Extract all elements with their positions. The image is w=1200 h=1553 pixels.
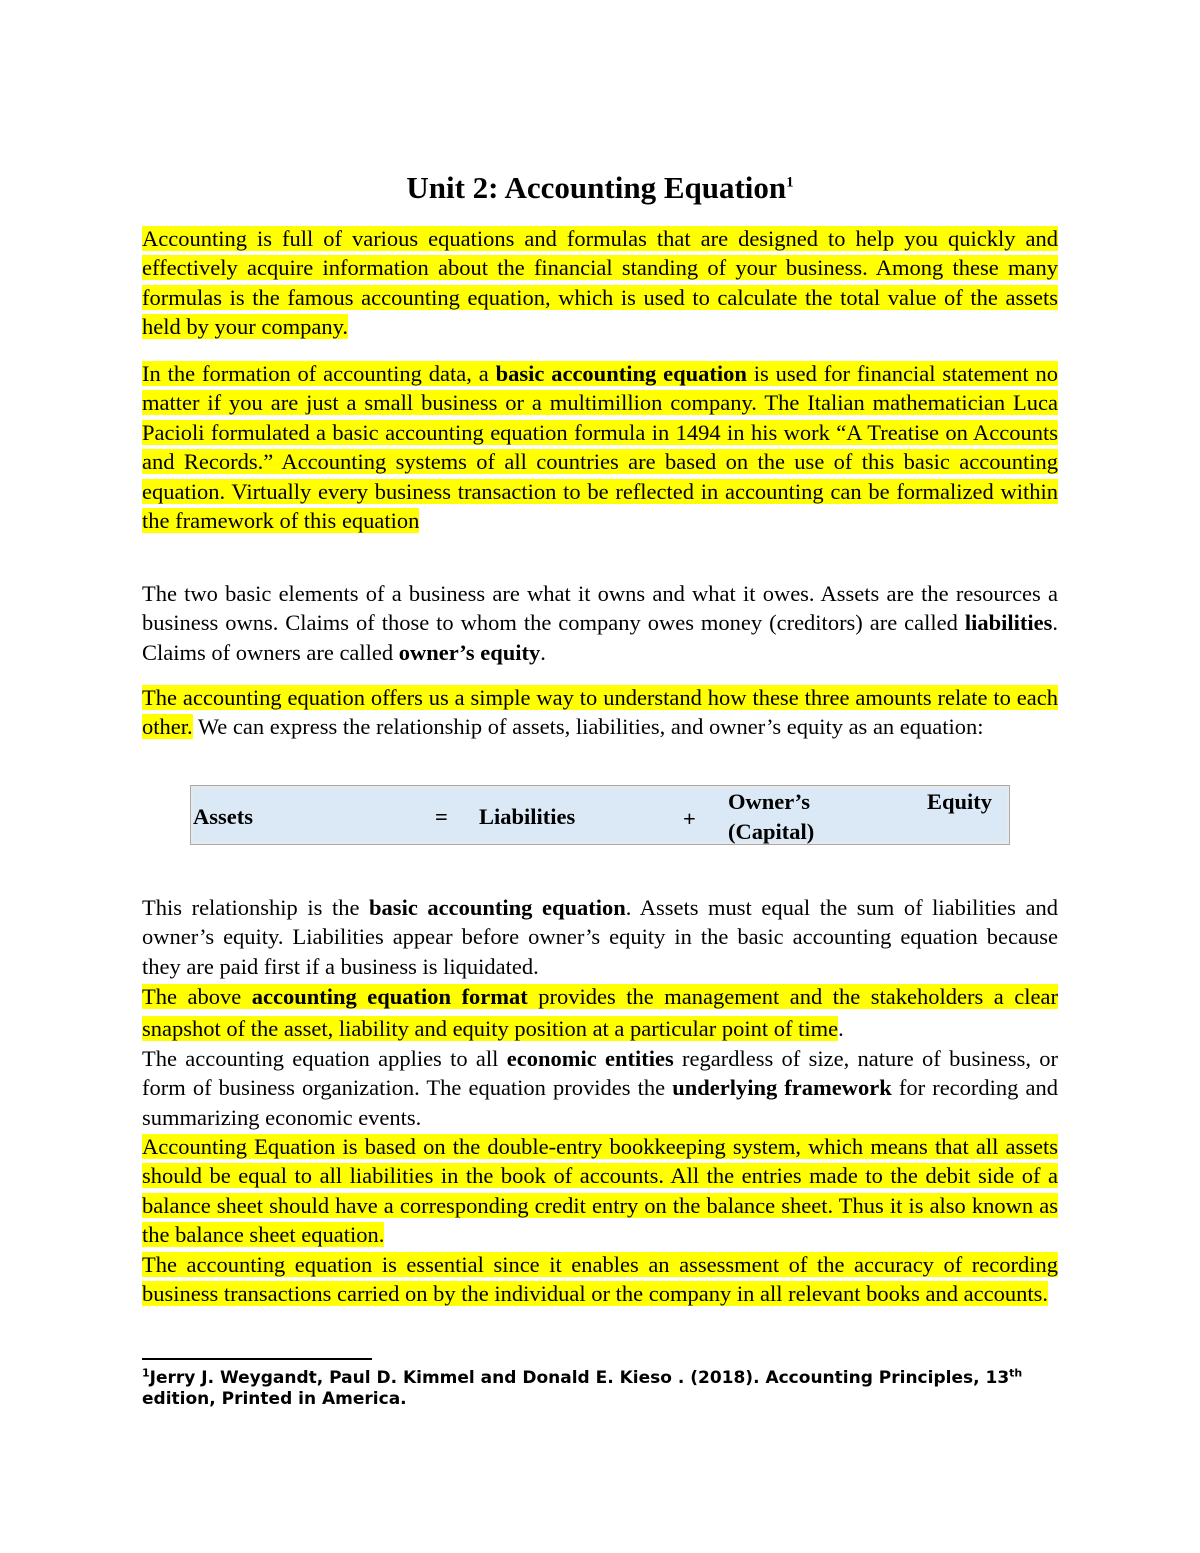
- equation-plus-sign: +: [683, 806, 696, 831]
- text-run: This relationship is the: [142, 895, 370, 920]
- paragraph-format: [142, 981, 1058, 1045]
- paragraph-economic-entities: [142, 1044, 1058, 1132]
- text-run: .: [540, 639, 546, 665]
- footnote-mark: 1: [142, 1366, 150, 1380]
- bold-term: liabilities: [964, 610, 1053, 636]
- bold-term: basic accounting equation: [495, 361, 747, 386]
- paragraph-essential: [142, 1250, 1058, 1309]
- text-run: .: [838, 1016, 844, 1041]
- highlighted-text: The accounting equation offers us a simple way to understand how these three amounts relate to each other.: [142, 685, 1058, 740]
- text-run: is used for financial statement no matter if you are just a small business or a multimillion company. The Italian mathematician Luca Pacioli formulated a basic accounting equation formula in 1494 in his work “A Treatise on Accounts and Records.” Accounting systems of all countries are based on the use of this basic accounting equation. Virtually every business transaction to be reflected in accounting can be formalized within the framework of this equation: [142, 361, 1058, 534]
- footnote-separator: [142, 1358, 372, 1360]
- highlighted-text: The accounting equation is essential since it enables an assessment of the accuracy of recording business transactions carried on by the individual or the company in all relevant books and accounts.: [142, 1252, 1058, 1307]
- footnote-superscript: th: [1009, 1366, 1023, 1380]
- paragraph-basic-equation-history: [142, 359, 1058, 535]
- text-run: . Assets must equal the sum of liabilities and owner’s equity. Liabilities appear before owner’s equity in the basic accounting equation because they are paid first if a business is liquidated.: [142, 895, 1058, 979]
- bold-term: economic entities: [506, 1046, 674, 1071]
- text-run: for recording and summarizing economic events.: [142, 1075, 1058, 1130]
- bold-term: underlying framework: [672, 1075, 892, 1101]
- paragraph-intro: [142, 224, 1058, 342]
- paragraph-double-entry: [142, 1132, 1058, 1250]
- text-run: The above: [142, 984, 252, 1009]
- equation-assets: Assets: [193, 804, 253, 829]
- text-run: The accounting equation applies to all: [142, 1046, 507, 1071]
- highlighted-text: Accounting Equation is based on the double-entry bookkeeping system, which means that all assets should be equal to all liabilities in the book of accounts. All the entries made to the debit side of a balance sheet should have a corresponding credit entry on the balance sheet. Thus it is also known as the balance sheet equation.: [142, 1134, 1058, 1248]
- paragraph-relationship: [142, 893, 1058, 981]
- title-text: Unit 2: Accounting Equation: [406, 170, 787, 205]
- equation-equity: Equity: [927, 789, 993, 814]
- footnote: [142, 1368, 1058, 1410]
- paragraph-basic-elements: [142, 579, 1058, 667]
- footnote-text: Jerry J. Weygandt, Paul D. Kimmel and Donald E. Kieso . (2018). Accounting Principles, 13: [149, 1368, 1010, 1388]
- equation-liabilities: Liabilities: [479, 804, 576, 829]
- bold-term: accounting equation format: [251, 984, 528, 1009]
- page-title: [142, 168, 1058, 208]
- text-run: . Claims of owners are called: [142, 610, 1058, 665]
- text-run: We can express the relationship of assets, liabilities, and owner’s equity as an equation:: [192, 714, 984, 740]
- bold-term: basic accounting equation: [369, 895, 626, 920]
- text-run: The two basic elements of a business are what it owns and what it owes. Assets are the resources a business owns. Claims of those to whom the company owes money (creditors) are called: [142, 581, 1058, 636]
- equation-box: [190, 785, 1010, 845]
- footnote-text: edition, Printed in America.: [142, 1389, 407, 1409]
- equation-equals-sign: =: [435, 804, 448, 829]
- highlighted-text: [142, 361, 1058, 533]
- text-run: In the formation of accounting data, a: [142, 361, 496, 386]
- highlighted-text: [142, 984, 1058, 1041]
- equation-capital: (Capital): [728, 819, 815, 844]
- text-run: regardless of size, nature of business, or form of business organization. The equation provides the: [142, 1046, 1059, 1101]
- highlighted-text: Accounting is full of various equations and formulas that are designed to help you quickly and effectively acquire information about the financial standing of your business. Among these many formulas is the famous accounting equation, which is used to calculate the total value of the assets held by your company.: [142, 226, 1058, 340]
- paragraph-equation-intro: [142, 683, 1058, 742]
- footnote-reference: 1: [786, 174, 794, 191]
- text-run: provides the management and the stakeholders a clear snapshot of the asset, liability and equity position at a particular point of time: [142, 984, 1058, 1041]
- equation-owners: Owner’s: [728, 789, 811, 814]
- bold-term: owner’s equity: [398, 639, 541, 665]
